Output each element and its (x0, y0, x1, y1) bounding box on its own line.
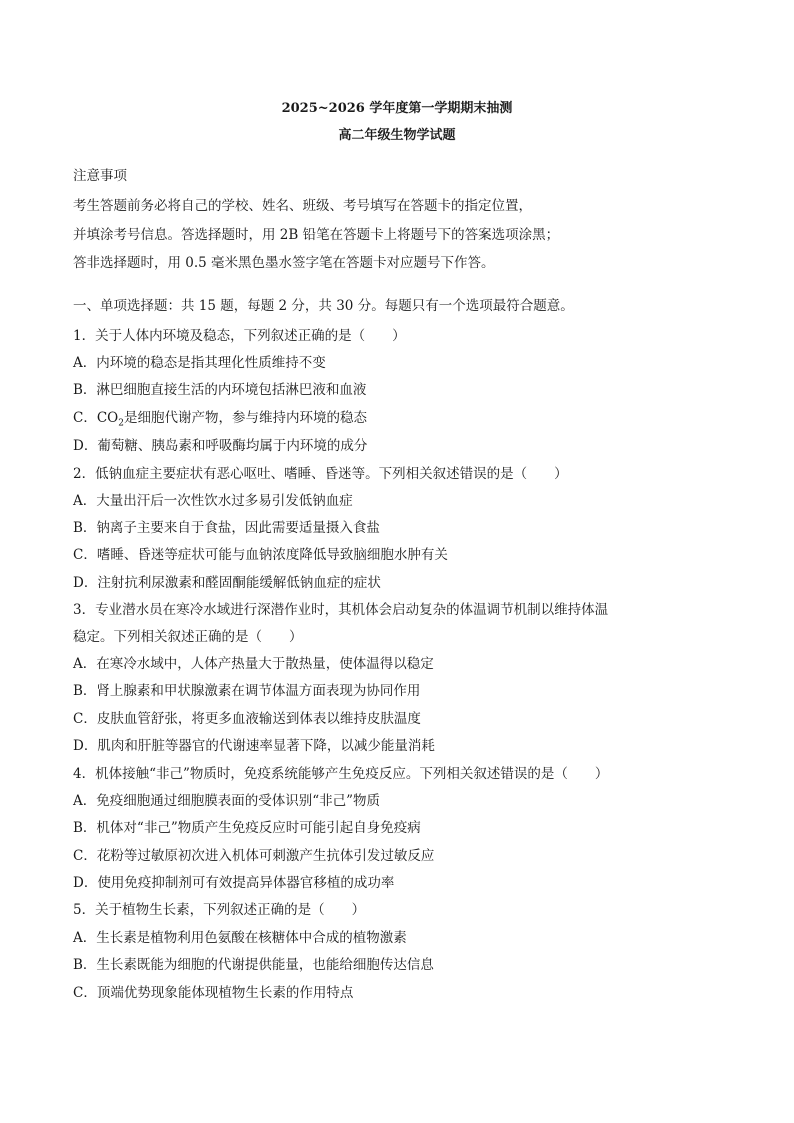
subscript: 2 (118, 418, 124, 429)
notice-line: 答非选择题时，用 0.5 毫米黑色墨水签字笔在答题卡对应题号下作答。 (73, 255, 495, 271)
option-b: B．生长素既能为细胞的代谢提供能量，也能给细胞传达信息 (73, 957, 434, 973)
option-c-text: 是细胞代谢产物，参与维持内环境的稳态 (123, 410, 367, 426)
question-stem-continued: 稳定。下列相关叙述正确的是（ ） (73, 629, 303, 645)
option-b: B．淋巴细胞直接生活的内环境包括淋巴液和血液 (73, 382, 367, 398)
exam-title: 2025~2026 学年度第一学期期末抽测 (281, 101, 513, 116)
notice-heading: 注意事项 (73, 168, 127, 184)
option-d: D．葡萄糖、胰岛素和呼吸酶均属于内环境的成分 (73, 438, 368, 454)
option-a: A．免疫细胞通过细胞膜表面的受体识别“非己”物质 (73, 793, 381, 809)
option-a: A．大量出汗后一次性饮水过多易引发低钠血症 (73, 493, 353, 509)
option-c: C．皮肤血管舒张，将更多血液输送到体表以维持皮肤温度 (73, 711, 421, 727)
option-c (73, 409, 367, 433)
exam-subtitle: 高二年级生物学试题 (338, 128, 456, 143)
notice-line: 并填涂考号信息。答选择题时，用 2B 铅笔在答题卡上将题号下的答案选项涂黑； (73, 227, 560, 243)
notice-line: 考生答题前务必将自己的学校、姓名、班级、考号填写在答题卡的指定位置， (73, 198, 532, 214)
option-a: A．在寒冷水域中，人体产热量大于散热量，使体温得以稳定 (73, 656, 434, 672)
option-a: A．生长素是植物利用色氨酸在核糖体中合成的植物激素 (73, 930, 407, 946)
option-b: B．肾上腺素和甲状腺激素在调节体温方面表现为协同作用 (73, 683, 421, 699)
question-stem: 3．专业潜水员在寒冷水域进行深潜作业时，其机体会启动复杂的体温调节机制以维持体温 (73, 602, 609, 618)
option-c-formula: C．CO (73, 410, 119, 426)
option-c: C．嗜睡、昏迷等症状可能与血钠浓度降低导致脑细胞水肿有关 (73, 547, 448, 563)
option-d: D．使用免疫抑制剂可有效提高异体器官移植的成功率 (73, 875, 395, 891)
option-a: A．内环境的稳态是指其理化性质维持不变 (73, 355, 326, 371)
section-heading: 一、单项选择题：共 15 题，每题 2 分，共 30 分。每题只有一个选项最符合题意。 (73, 298, 574, 314)
option-c: C．花粉等过敏原初次进入机体可刺激产生抗体引发过敏反应 (73, 848, 435, 864)
option-d: D．注射抗利尿激素和醛固酮能缓解低钠血症的症状 (73, 575, 381, 591)
option-b: B．钠离子主要来自于食盐，因此需要适量摄入食盐 (73, 520, 380, 536)
question-stem: 1．关于人体内环境及稳态，下列叙述正确的是（ ） (73, 328, 406, 344)
question-stem: 5．关于植物生长素，下列叙述正确的是（ ） (73, 902, 366, 918)
option-d: D．肌肉和肝脏等器官的代谢速率显著下降，以减少能量消耗 (73, 738, 435, 754)
question-stem: 2．低钠血症主要症状有恶心呕吐、嗜睡、昏迷等。下列相关叙述错误的是（ ） (73, 466, 568, 482)
option-c: C．顶端优势现象能体现植物生长素的作用特点 (73, 985, 354, 1001)
option-b: B．机体对“非己”物质产生免疫反应时可能引起自身免疫病 (73, 820, 421, 836)
question-stem: 4．机体接触“非己”物质时，免疫系统能够产生免疫反应。下列相关叙述错误的是（ ） (73, 766, 609, 782)
